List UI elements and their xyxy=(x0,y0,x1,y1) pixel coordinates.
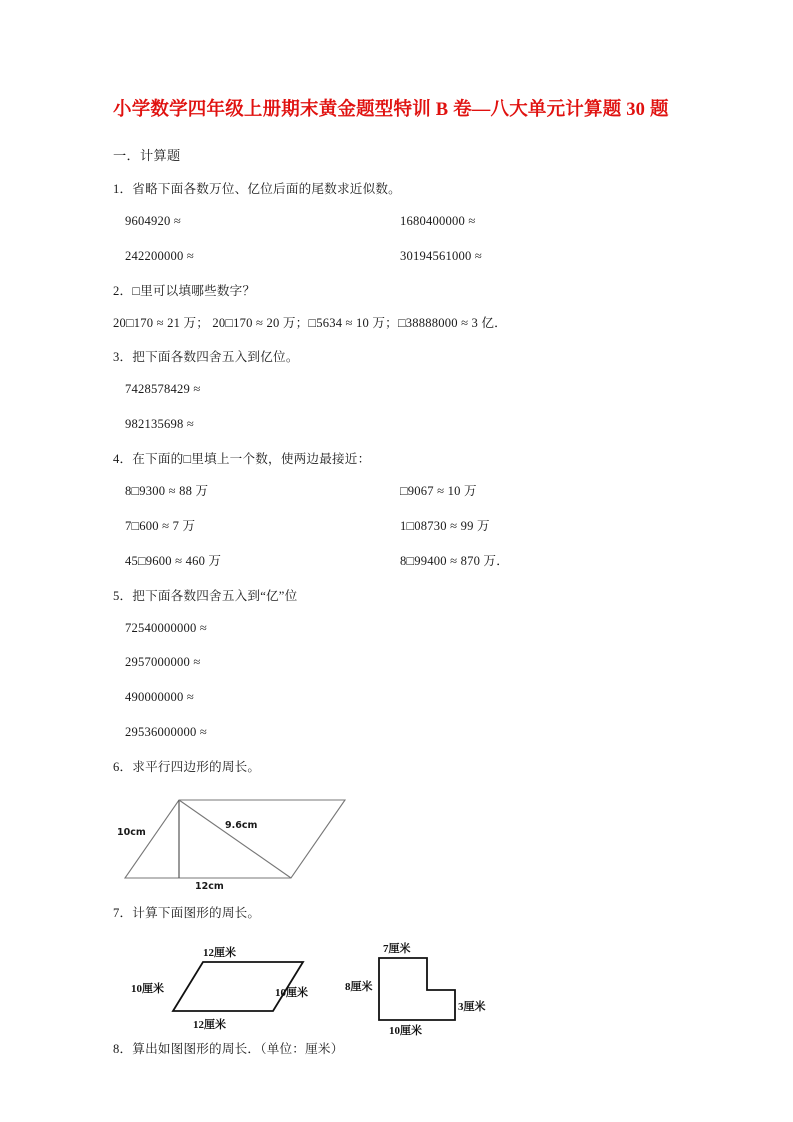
question-3-line-1: 7428578429 ≈ xyxy=(125,382,201,397)
question-5 xyxy=(113,587,683,742)
question-4-row-3 xyxy=(113,552,683,571)
l-shape-figure xyxy=(345,936,510,1036)
question-7-prompt: 7．计算下面图形的周长。 xyxy=(113,906,261,920)
question-4 xyxy=(113,450,683,571)
question-6-figure-area xyxy=(113,790,683,890)
l-shape-outline xyxy=(379,958,455,1020)
question-5-prompt: 5．把下面各数四舍五入到“亿”位 xyxy=(113,588,298,603)
question-1-row-1 xyxy=(113,212,683,231)
question-5-line-2: 2957000000 ≈ xyxy=(125,655,201,670)
label-base: 12cm xyxy=(195,881,224,890)
question-3 xyxy=(113,348,683,434)
question-1-row-2-left: 242200000 ≈ xyxy=(125,248,194,263)
label-side-left: 10cm xyxy=(117,827,146,838)
question-4-row-2-left: 7□600 ≈ 7 万 xyxy=(125,518,196,533)
question-1-row-1-right: 1680400000 ≈ xyxy=(400,213,476,228)
question-1-row-2 xyxy=(113,247,683,266)
parallelogram-figure xyxy=(131,936,331,1031)
question-3-prompt: 3．把下面各数四舍五入到亿位。 xyxy=(113,350,299,365)
question-8 xyxy=(113,1040,683,1059)
question-2-prompt: 2．□里可以填哪些数字？ xyxy=(113,283,256,298)
question-4-row-3-right: 8□99400 ≈ 870 万． xyxy=(400,553,510,568)
question-5-line-3: 490000000 ≈ xyxy=(125,690,194,705)
label-right: 3厘米 xyxy=(458,1000,486,1013)
question-6-prompt: 6．求平行四边形的周长。 xyxy=(113,760,261,775)
label-top: 12厘米 xyxy=(203,946,236,959)
question-1-prompt: 1．省略下面各数万位、亿位后面的尾数求近似数。 xyxy=(113,181,401,196)
question-1 xyxy=(113,180,683,266)
question-1-row-1-left: 9604920 ≈ xyxy=(125,213,181,228)
label-bottom: 10厘米 xyxy=(389,1024,422,1036)
question-4-row-2 xyxy=(113,517,683,536)
question-2-line-1: 20□170 ≈ 21 万； 20□170 ≈ 20 万；□5634 ≈ 10 万；□38888000 ≈ 3 亿． xyxy=(113,315,507,330)
label-left: 8厘米 xyxy=(345,980,373,993)
question-6 xyxy=(113,758,683,890)
question-4-row-3-left: 45□9600 ≈ 460 万 xyxy=(125,553,222,568)
question-3-line-2: 982135698 ≈ xyxy=(125,417,194,432)
question-4-row-1-right: □9067 ≈ 10 万 xyxy=(400,483,477,498)
question-4-row-1-left: 8□9300 ≈ 88 万 xyxy=(125,483,209,498)
question-8-prompt: 8．算出如图图形的周长．（单位：厘米） xyxy=(113,1041,344,1056)
label-left: 10厘米 xyxy=(131,982,164,995)
question-4-prompt: 4．在下面的□里填上一个数，使两边最接近： xyxy=(113,452,371,467)
question-2 xyxy=(113,282,683,333)
question-4-row-1 xyxy=(113,482,683,501)
diagonal-line xyxy=(179,800,291,878)
question-1-row-2-right: 30194561000 ≈ xyxy=(400,248,482,263)
page-content xyxy=(113,98,683,1072)
question-7-figure-area xyxy=(113,936,683,1036)
question-7 xyxy=(113,904,683,1036)
question-4-row-2-right: 1□08730 ≈ 99 万 xyxy=(400,518,490,533)
page-title: 小学数学四年级上册期末黄金题型特训 B 卷—八大单元计算题 30 题 xyxy=(113,100,669,120)
label-diagonal: 9.6cm xyxy=(225,820,258,831)
label-right: 10厘米 xyxy=(275,986,308,999)
label-top: 7厘米 xyxy=(383,942,411,955)
question-5-line-4: 29536000000 ≈ xyxy=(125,725,207,740)
label-bottom: 12厘米 xyxy=(193,1018,226,1031)
parallelogram-figure-with-diagonal xyxy=(117,790,357,890)
question-5-line-1: 72540000000 ≈ xyxy=(125,620,207,635)
section-heading: 一．计算题 xyxy=(113,147,181,163)
